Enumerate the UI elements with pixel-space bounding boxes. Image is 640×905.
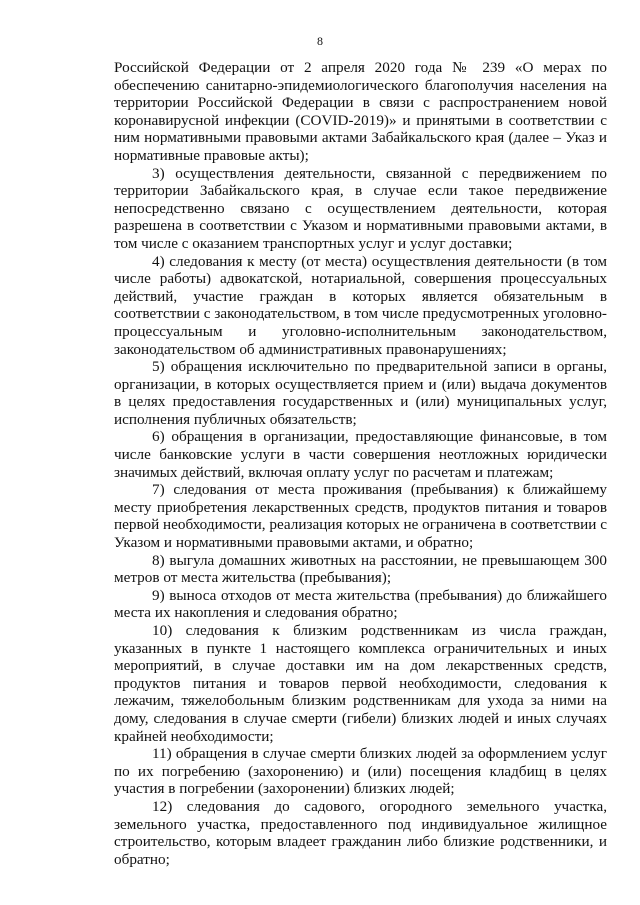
- paragraph-item-4: 4) следования к месту (от места) осуществления деятельности (в том числе работы) адвокатской, нотариальной, совершения процессуальных действий, участие граждан в которых является обязательным в соответствии с законодательством, в том числе предусмотренных уголовно-процессуальным и уголовно-исполнительным законодательством, законодательством об административных правонарушениях;: [114, 252, 607, 358]
- paragraph-item-3: 3) осуществления деятельности, связанной с передвижением по территории Забайкальского края, в случае если такое передвижение непосредственно связано с осуществлением деятельности, которая разрешена в соответствии с Указом и нормативными правовыми актами, в том числе с оказанием транспортных услуг и услуг доставки;: [114, 164, 607, 252]
- document-body: [114, 59, 607, 868]
- paragraph-item-6: 6) обращения в организации, предоставляющие финансовые, в том числе банковские услуги в части совершения неотложных юридически значимых действий, включая оплату услуг по расчетам и платежам;: [114, 428, 607, 481]
- paragraph-continuation: Российской Федерации от 2 апреля 2020 года № 239 «О мерах по обеспечению санитарно-эпидемиологического благополучия населения на территории Российской Федерации в связи с распространением новой коронавирусной инфекции (COVID-2019)» и принятыми в соответствии с ним нормативными правовыми актами Забайкальского края (далее – Указ и нормативные правовые акты);: [114, 59, 607, 164]
- page-number: 8: [317, 34, 323, 48]
- paragraph-item-10: 10) следования к близким родственникам из числа граждан, указанных в пункте 1 настоящего комплекса ограничительных и иных мероприятий, в случае доставки им на дом лекарственных средств, продуктов питания и товаров первой необходимости, следования к лежачим, тяжелобольным близким родственникам для ухода за ними на дому, следования в случае смерти (гибели) близких людей и иных случаях крайней необходимости;: [114, 622, 607, 745]
- paragraph-item-5: 5) обращения исключительно по предварительной записи в органы, организации, в которых осуществляется прием и (или) выдача документов в целях предоставления государственных и (или) муниципальных услуг, исполнения публичных обязательств;: [114, 358, 607, 428]
- paragraph-item-8: 8) выгула домашних животных на расстоянии, не превышающем 300 метров от места жительства (пребывания);: [114, 551, 607, 587]
- paragraph-item-9: 9) выноса отходов от места жительства (пребывания) до ближайшего места их накопления и следования обратно;: [114, 586, 607, 622]
- paragraph-item-11: 11) обращения в случае смерти близких людей за оформлением услуг по их погребению (захоронению) и (или) посещения кладбищ в целях участия в погребении (захоронении) близких людей;: [114, 745, 607, 798]
- paragraph-item-12: 12) следования до садового, огородного земельного участка, земельного участка, предоставленного под индивидуальное жилищное строительство, которым владеет гражданин либо близкие родственники, и обратно;: [114, 797, 607, 868]
- paragraph-item-7: 7) следования от места проживания (пребывания) к ближайшему месту приобретения лекарственных средств, продуктов питания и товаров первой необходимости, реализация которых не ограничена в соответствии с Указом и нормативными правовыми актами, и обратно;: [114, 481, 607, 552]
